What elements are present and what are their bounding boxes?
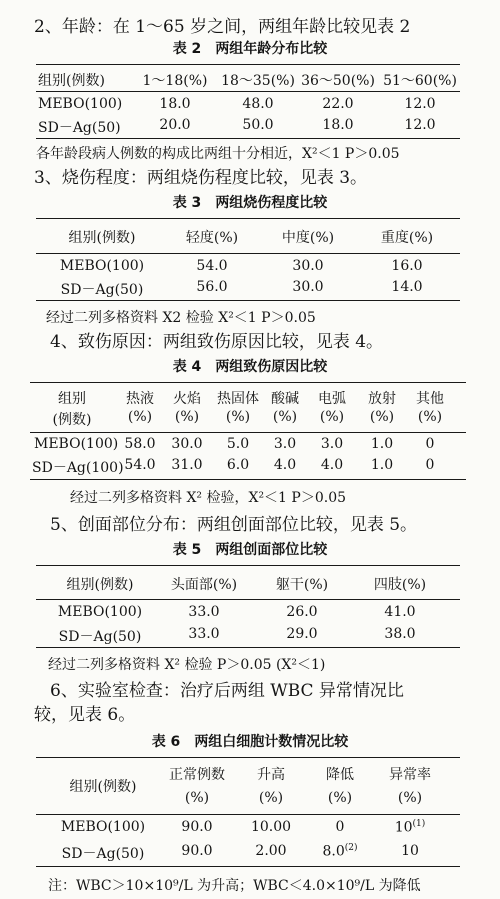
- t3-row1-c2: 30.0: [292, 258, 324, 274]
- table-6-number: 表 6: [151, 734, 181, 750]
- t2-row1-c3: 22.0: [322, 96, 354, 112]
- t6-row2-c1: 90.0: [181, 843, 213, 859]
- table-4-number: 表 4: [172, 359, 202, 375]
- t5-row1-c1: 33.0: [188, 604, 220, 620]
- t6-subheader-c2: (%): [258, 790, 284, 806]
- t4-row1-c5: 3.0: [320, 436, 344, 452]
- t4-row2-c1: 54.0: [124, 457, 156, 473]
- t6-row1-c2: 10.00: [250, 819, 292, 835]
- t4-row1-c4: 3.0: [273, 436, 297, 452]
- t6-row1-c4: [395, 819, 426, 836]
- table-4-mid-rule: [30, 432, 466, 433]
- table-2-mid-rule: [36, 91, 460, 92]
- t4-row2-c3: 6.0: [226, 457, 250, 473]
- table-6-bottom-rule: [36, 866, 460, 867]
- table-4-title: 两组致伤原因比较: [215, 359, 328, 375]
- t4-row2-c6: 1.0: [370, 457, 394, 473]
- t2-header-col4: 51～60(%): [383, 73, 457, 89]
- section-2-heading: 2、年龄：在 1～65 岁之间，两组年龄比较见表 2: [34, 17, 411, 37]
- t4-header-c1: 热液: [126, 391, 154, 407]
- t3-row2-c2: 30.0: [292, 279, 324, 295]
- table-3-caption: [0, 192, 500, 212]
- t5-row2-c1: 33.0: [188, 626, 220, 642]
- t2-header-col3: 36～50(%): [301, 73, 375, 89]
- t3-row1-c3: 16.0: [391, 258, 423, 274]
- t5-row1-c3: 41.0: [384, 604, 416, 620]
- t4-header-c4: 酸碱: [271, 391, 299, 407]
- t3-row1-c1: 54.0: [196, 258, 228, 274]
- table-5-bottom-rule: [36, 647, 460, 648]
- table-3-top-rule: [36, 218, 460, 219]
- t5-row2-c3: 38.0: [384, 626, 416, 642]
- t2-row1-c1: 18.0: [159, 96, 191, 112]
- t3-header-group: 组别(例数): [68, 230, 136, 246]
- t3-header-col2: 中度(%): [281, 230, 335, 246]
- t6-header-group: 组别(例数): [69, 779, 137, 795]
- t4-subheader-c4: (%): [272, 409, 298, 425]
- t5-header-col2: 躯干(%): [275, 577, 329, 593]
- t4-row2-c2: 31.0: [171, 457, 203, 473]
- table-4-note: 经过二列多格资料 X² 检验，X²＜1 P＞0.05: [70, 490, 347, 506]
- table-3-note: 经过二列多格资料 X2 检验 X²＜1 P＞0.05: [46, 310, 316, 326]
- t4-subheader-c3: (%): [225, 409, 251, 425]
- t6-subheader-c3: (%): [327, 790, 353, 806]
- table-6-note: 注：WBC＞10×10⁹/L 为升高；WBC＜4.0×10⁹/L 为降低: [48, 878, 421, 894]
- t6-row2-c3: [322, 843, 357, 860]
- t4-header-c7: 其他: [416, 391, 444, 407]
- table-3-number: 表 3: [172, 195, 202, 211]
- t2-row1-c4: 12.0: [404, 96, 436, 112]
- table-6-top-rule: [36, 757, 460, 758]
- t4-row1-c6: 1.0: [370, 436, 394, 452]
- t5-header-col1: 头面部(%): [170, 577, 238, 593]
- t5-row1-group: MEBO(100): [57, 604, 143, 620]
- table-2-number: 表 2: [172, 41, 202, 57]
- t6-subheader-c1: (%): [184, 790, 210, 806]
- table-5-caption: [0, 539, 500, 559]
- t2-row2-c1: 20.0: [159, 117, 191, 133]
- t6-header-c3: 降低: [326, 767, 354, 783]
- t4-row1-c2: 30.0: [171, 436, 203, 452]
- table-6-caption: [0, 731, 500, 751]
- t2-row1-c2: 48.0: [242, 96, 274, 112]
- table-2-title: 两组年龄分布比较: [215, 41, 328, 57]
- t6-header-c1: 正常例数: [169, 767, 225, 783]
- t4-row1-group: MEBO(100): [34, 436, 119, 452]
- section-3-heading: 3、烧伤程度：两组烧伤程度比较，见表 3。: [34, 168, 368, 188]
- t4-subheader-c7: (%): [417, 409, 443, 425]
- section-5-heading: 5、创面部位分布：两组创面部位比较，见表 5。: [50, 515, 418, 535]
- t4-subheader-group: (例数): [52, 412, 92, 428]
- t4-header-c3: 热固体: [217, 391, 259, 407]
- t2-row2-c4: 12.0: [404, 117, 436, 133]
- table-4-caption: [0, 356, 500, 376]
- t4-row2-c4: 4.0: [273, 457, 297, 473]
- t6-row2-c4: 10: [401, 843, 419, 859]
- t4-subheader-c2: (%): [174, 409, 200, 425]
- table-4-top-rule: [30, 382, 466, 383]
- t3-row2-c1: 56.0: [196, 279, 228, 295]
- section-6-heading-line2: 较，见表 6。: [34, 705, 136, 725]
- t5-row2-group: SD－Ag(50): [58, 629, 142, 645]
- t4-header-c5: 电弧: [318, 391, 346, 407]
- t2-row2-c2: 50.0: [242, 117, 274, 133]
- t4-header-group: 组别: [58, 391, 86, 407]
- t4-row1-c3: 5.0: [226, 436, 250, 452]
- t4-header-c6: 放射: [368, 391, 396, 407]
- section-4-heading: 4、致伤原因：两组致伤原因比较，见表 4。: [50, 332, 384, 352]
- t5-header-col3: 四肢(%): [373, 577, 427, 593]
- table-5-top-rule: [36, 565, 460, 566]
- t6-footnote-mark-2: (2): [344, 843, 358, 853]
- t4-header-c2: 火焰: [173, 391, 201, 407]
- t4-subheader-c1: (%): [127, 409, 153, 425]
- t4-subheader-c5: (%): [319, 409, 345, 425]
- t3-row2-group: SD－Ag(50): [60, 282, 144, 298]
- table-6-mid-rule: [36, 814, 460, 815]
- t6-row1-c1: 90.0: [181, 819, 213, 835]
- t5-row2-c2: 29.0: [286, 626, 318, 642]
- t3-row1-group: MEBO(100): [59, 258, 145, 274]
- t5-row1-c2: 26.0: [286, 604, 318, 620]
- t3-row2-c3: 14.0: [391, 279, 423, 295]
- t4-row1-c1: 58.0: [124, 436, 156, 452]
- t6-row1-c3: 0: [335, 819, 345, 835]
- t6-row2-group: SD－Ag(50): [61, 846, 145, 862]
- table-2-top-rule: [36, 64, 460, 65]
- table-4-bottom-rule: [30, 479, 466, 480]
- t2-row1-group: MEBO(100): [38, 96, 123, 112]
- t6-subheader-c4: (%): [397, 790, 423, 806]
- t3-header-col3: 重度(%): [380, 230, 434, 246]
- table-5-title: 两组创面部位比较: [215, 542, 328, 558]
- t2-header-col1: 1～18(%): [142, 73, 208, 89]
- t2-row2-group: SD－Ag(50): [38, 120, 121, 136]
- table-5-mid-rule: [36, 599, 460, 600]
- t4-row1-c7: 0: [425, 436, 435, 452]
- t4-subheader-c6: (%): [369, 409, 395, 425]
- t6-row1-c4-value: 10: [394, 819, 413, 836]
- table-3-title: 两组烧伤程度比较: [215, 195, 328, 211]
- t5-header-group: 组别(例数): [66, 577, 134, 593]
- table-2-note: 各年龄段病人例数的构成比两组十分相近，X²＜1 P＞0.05: [36, 146, 400, 162]
- t6-header-c2: 升高: [257, 767, 285, 783]
- t2-header-group: 组别(例数): [38, 73, 105, 89]
- table-5-note: 经过二列多格资料 X² 检验 P＞0.05 (X²＜1): [48, 657, 326, 673]
- t3-header-col1: 轻度(%): [185, 230, 239, 246]
- table-6-title: 两组白细胞计数情况比较: [194, 734, 349, 750]
- t2-row2-c3: 18.0: [322, 117, 354, 133]
- table-5-number: 表 5: [172, 542, 202, 558]
- t6-row2-c2: 2.00: [255, 843, 287, 859]
- t6-row2-c3-value: 8.0: [322, 843, 345, 860]
- t6-footnote-mark-1: (1): [412, 819, 426, 829]
- t4-row2-c5: 4.0: [320, 457, 344, 473]
- table-2-caption: [0, 38, 500, 58]
- table-2-bottom-rule: [36, 138, 460, 139]
- section-6-heading-line1: 6、实验室检查：治疗后两组 WBC 异常情况比: [50, 681, 404, 701]
- t4-row2-c7: 0: [425, 457, 435, 473]
- table-3-mid-rule: [36, 253, 460, 254]
- table-3-bottom-rule: [36, 300, 460, 301]
- t6-header-c4: 异常率: [389, 767, 431, 783]
- t4-row2-group: SD－Ag(100): [32, 460, 124, 476]
- t6-row1-group: MEBO(100): [60, 819, 146, 835]
- t2-header-col2: 18～35(%): [221, 73, 295, 89]
